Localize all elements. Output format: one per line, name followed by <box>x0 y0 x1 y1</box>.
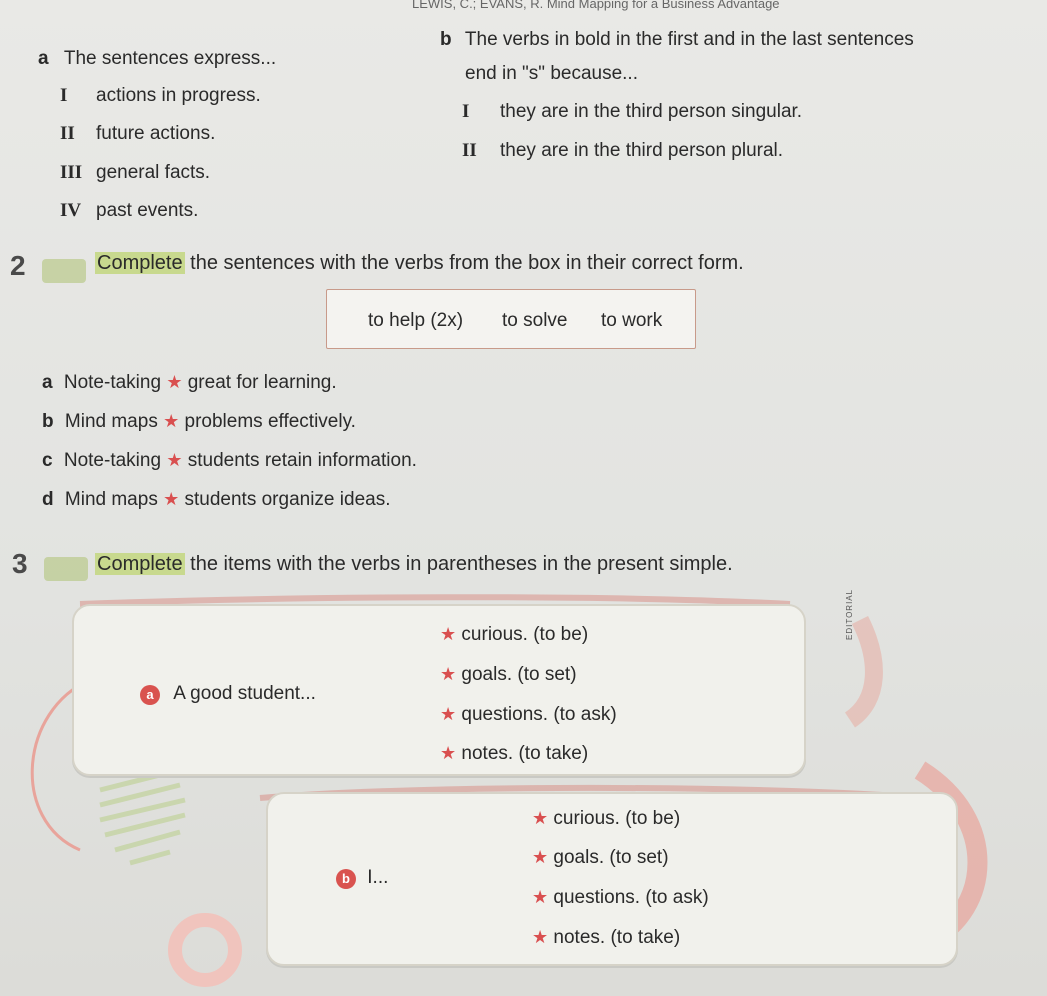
question-a-prompt: The sentences express... <box>63 48 277 69</box>
exercise-2-item-a: a Note-taking ★ great for learning. <box>42 372 337 393</box>
star-icon: ★ <box>532 808 549 828</box>
panel-a-line-3: ★ questions. (to ask) <box>440 704 617 725</box>
star-icon: ★ <box>440 704 457 724</box>
panel-a-line-1: ★ curious. (to be) <box>440 624 589 645</box>
exercise-2-item-b: b Mind maps ★ problems effectively. <box>42 411 356 432</box>
editorial-label: EDITORIAL <box>845 588 854 640</box>
option-a-4: IV past events. <box>60 200 199 221</box>
question-b-prompt-line2: end in "s" because... <box>465 63 638 84</box>
exercise-2-item-d: d Mind maps ★ students organize ideas. <box>42 489 391 510</box>
panel-b-line-4: ★ notes. (to take) <box>532 927 681 948</box>
option-a-2: II future actions. <box>60 123 216 144</box>
item-letter: b <box>440 29 452 50</box>
option-a-3: III general facts. <box>60 162 211 183</box>
item-badge: a <box>140 685 160 705</box>
exercise-3-instruction: Complete the items with the verbs in parentheses in the present simple. <box>97 553 733 575</box>
option-b-1: I they are in the third person singular. <box>462 101 803 122</box>
panel-a-stem: a A good student... <box>140 683 316 705</box>
exercise-number: 3 <box>12 548 28 579</box>
star-icon: ★ <box>166 450 183 470</box>
panel-b-line-1: ★ curious. (to be) <box>532 808 681 829</box>
panel-a-line-2: ★ goals. (to set) <box>440 664 577 685</box>
star-icon: ★ <box>532 927 549 947</box>
question-a <box>38 48 276 70</box>
word-box-item: to work <box>601 310 663 331</box>
pencil-icon <box>44 557 88 581</box>
exercise-2-instruction: Complete the sentences with the verbs from the box in their correct form. <box>97 252 744 274</box>
panel-b-stem: b I... <box>336 867 388 889</box>
panel-b-line-3: ★ questions. (to ask) <box>532 887 709 908</box>
question-b-prompt-line1: The verbs in bold in the first and in the last sentences <box>464 29 914 50</box>
star-icon: ★ <box>166 372 183 392</box>
exercise-number: 2 <box>10 250 26 281</box>
pencil-icon <box>42 259 86 283</box>
exercise-2-heading <box>10 250 86 283</box>
star-icon: ★ <box>440 664 457 684</box>
exercise-2-item-c: c Note-taking ★ students retain information. <box>42 450 417 471</box>
star-icon: ★ <box>440 743 457 763</box>
star-icon: ★ <box>532 847 549 867</box>
header-citation: LEWIS, C.; EVANS, R. Mind Mapping for a Business Advantage <box>412 0 780 11</box>
panel-a-line-4: ★ notes. (to take) <box>440 743 589 764</box>
word-box-item: to help (2x) <box>368 310 464 331</box>
item-letter: a <box>38 48 49 69</box>
star-icon: ★ <box>163 411 180 431</box>
star-icon: ★ <box>440 624 457 644</box>
panel-b-line-2: ★ goals. (to set) <box>532 847 669 868</box>
item-badge: b <box>336 869 356 889</box>
word-box-item: to solve <box>502 310 568 331</box>
star-icon: ★ <box>163 489 180 509</box>
option-a-1: I actions in progress. <box>60 85 261 106</box>
option-b-2: II they are in the third person plural. <box>462 140 784 161</box>
exercise-3-heading <box>12 548 88 581</box>
star-icon: ★ <box>532 887 549 907</box>
question-b <box>440 29 914 51</box>
